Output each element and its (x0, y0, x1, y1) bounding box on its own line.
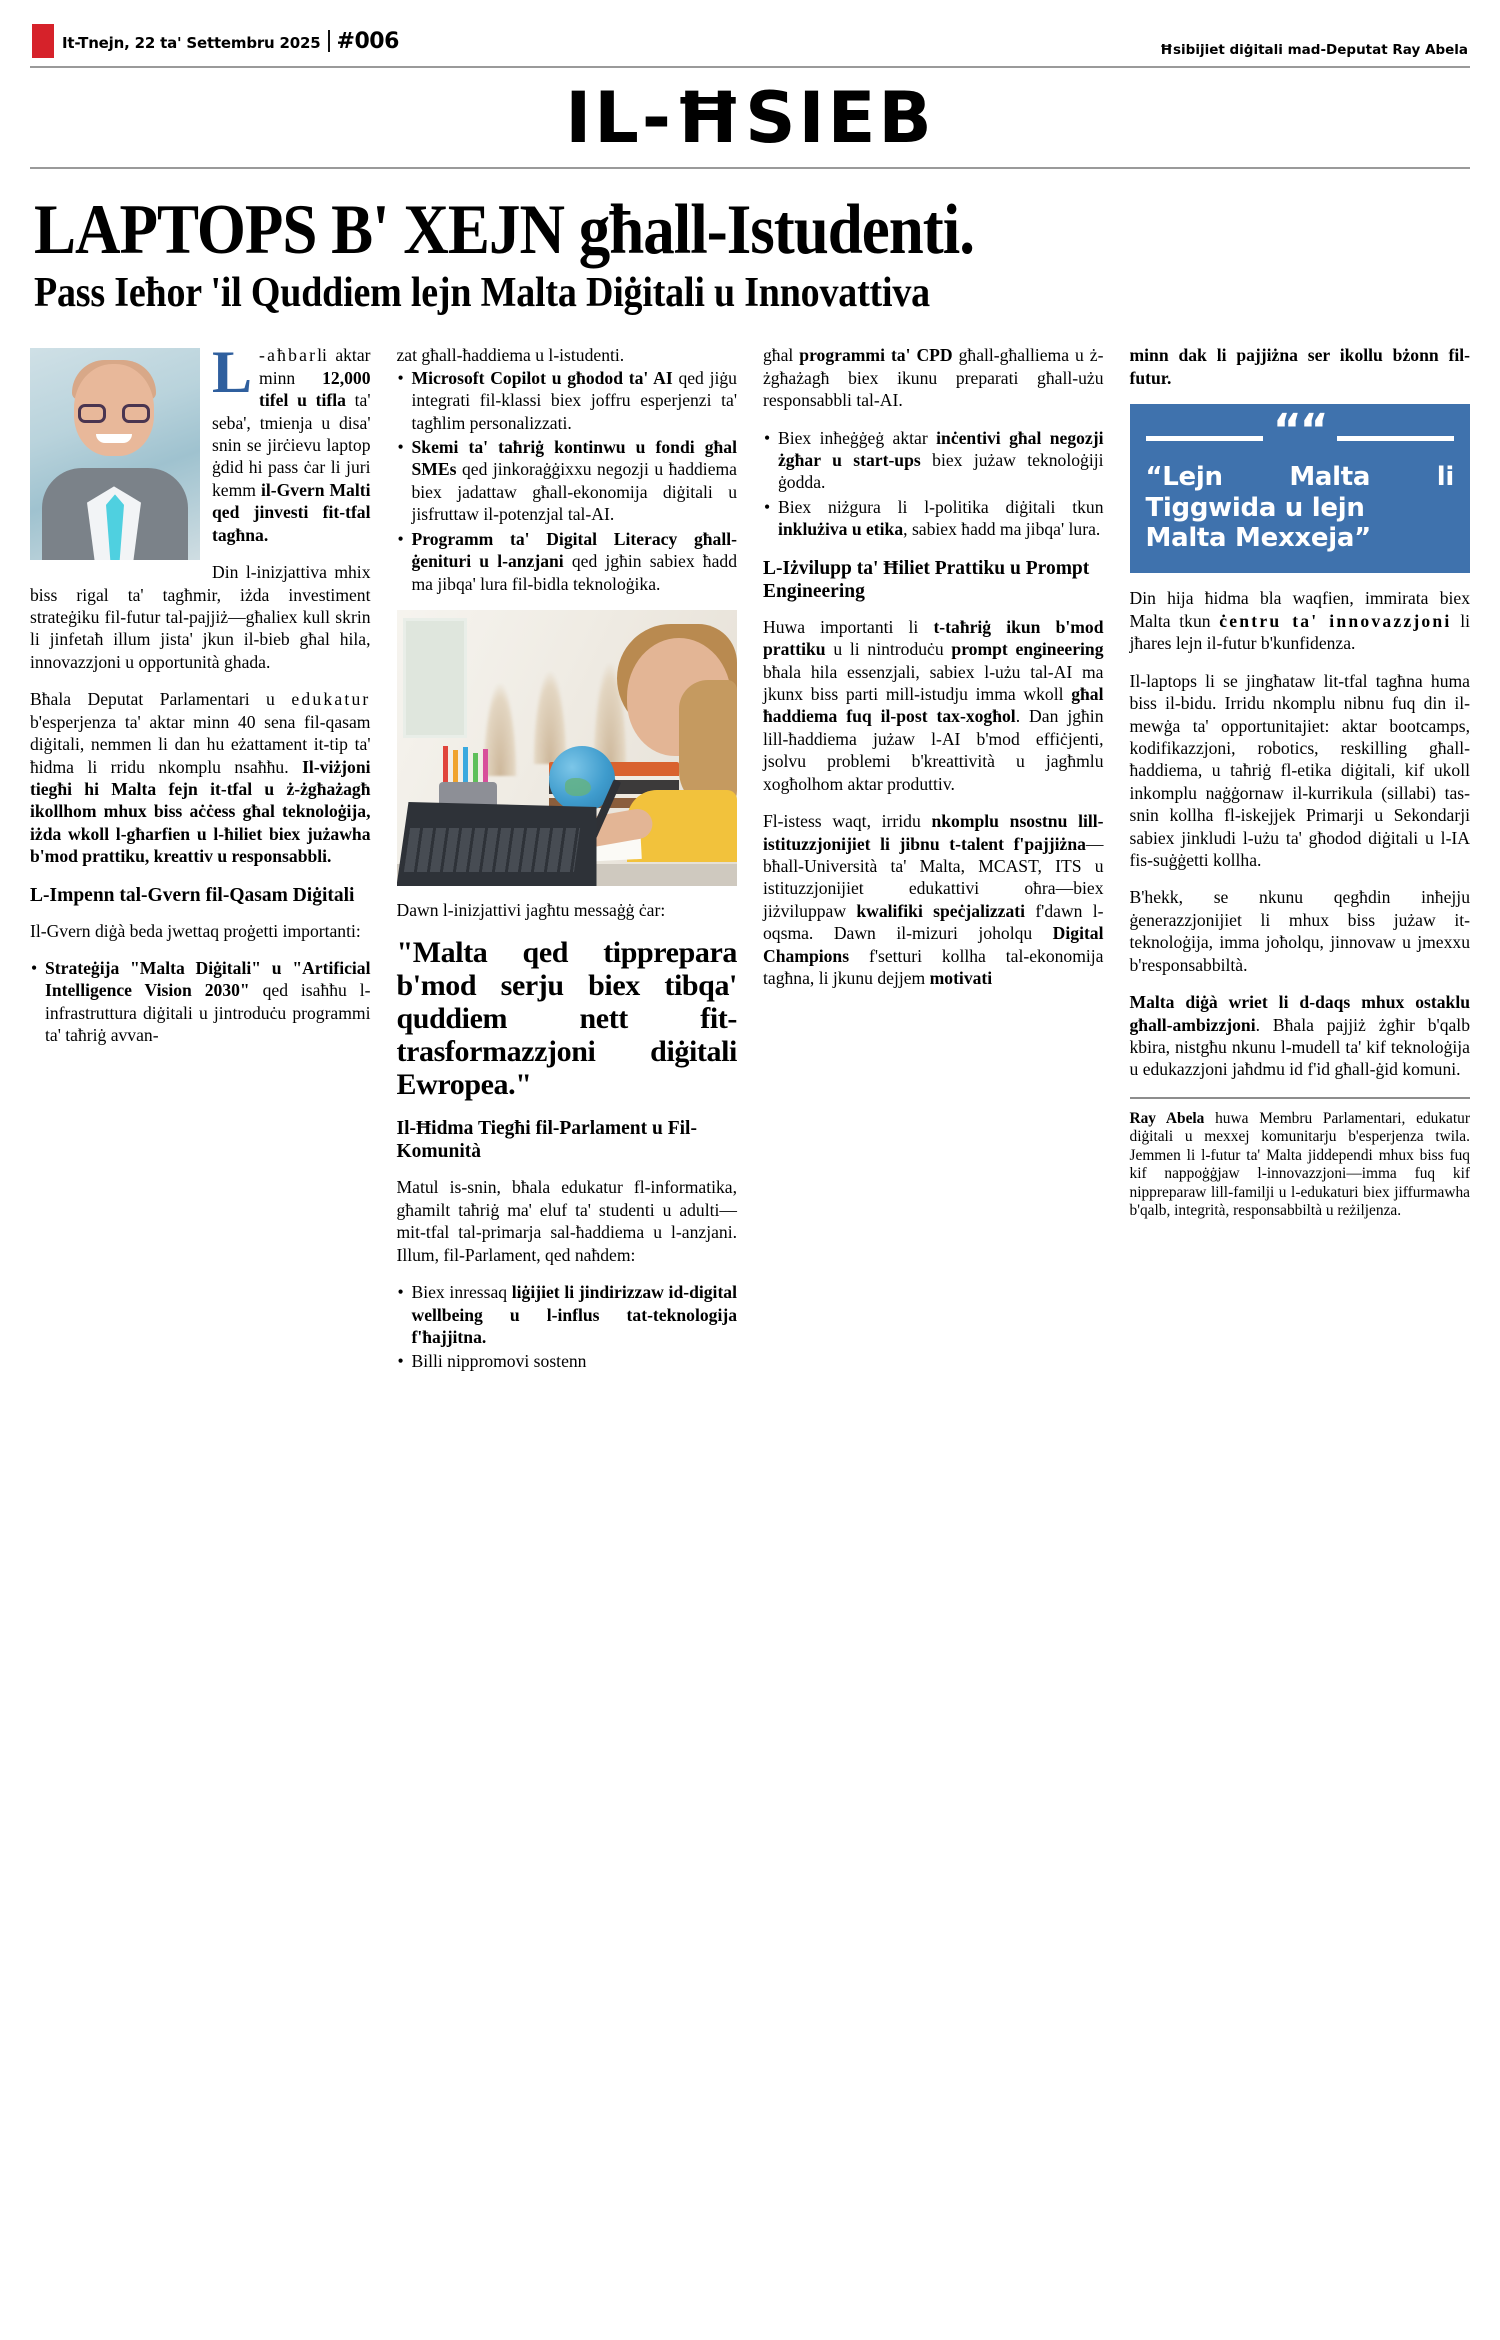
article-column-4 (1130, 344, 1471, 2254)
bullet-bold: inklużiva u etika (778, 519, 904, 540)
photo-laptop-keyboard (403, 828, 579, 872)
list-item (412, 528, 738, 595)
author-bio-text: huwa Membru Parlamentari, edukatur diġitali u mexxej komunitarju b'esperjenza twila. Jemmen li l-futur ta' Malta jiddependi mhux biss fuq kif nappoġġjaw l-innovazzjoni—imma fuq kif nippreparaw lill-familji u l-edukaturi biex jiffurmawha b'qalb, integrità, responsabbiltà u reżiljenza. (1129, 1109, 1470, 1220)
c4-p4-rest: . Bħala pajjiż żgħir b'qalb kbira, nistgħu nkunu l-mudell ta' kif teknoloġija u edukazzjoni jaħdmu id f'id għall-ġid komuni. (1129, 1014, 1470, 1080)
article-subheadline: Pass Ieħor 'il Quddiem lejn Malta Diġitali u Innovattiva (34, 269, 930, 316)
c3-bold: programmi ta' CPD (799, 345, 953, 366)
p-t-a: Huwa importanti li (763, 616, 934, 637)
bullet-bold: Microsoft Copilot u għodod ta' AI (411, 367, 673, 388)
lead-spaced-text: -aħbar (259, 345, 318, 366)
lead-text-1: li aktar minn (259, 345, 371, 388)
header-divider (328, 30, 330, 52)
pull-quote-box (1130, 404, 1471, 573)
author-portrait-photo (30, 348, 200, 560)
paragraph-continuation-col4 (1130, 344, 1471, 389)
paragraph-deputy (30, 688, 371, 867)
p3-spaced: edukatur (291, 689, 371, 710)
author-name: Ray Abela (1129, 1109, 1205, 1127)
p-i-h: motivati (929, 968, 993, 989)
page-title: LAPTOPS B' XEJN għall-Istudenti. (34, 190, 975, 269)
article-headline-block (30, 169, 1470, 316)
bullet-bold: Strateġija "Malta Diġitali" u "Artificial Intelligence Vision 2030" (45, 958, 371, 1001)
p3-text-a: Bħala Deputat Parlamentari u (30, 689, 292, 710)
paragraph-projects-intro: Il-Gvern diġà beda jwettaq proġetti importanti: (30, 920, 361, 941)
p3-bold: Il-viżjoni tiegħi hi Malta fejn it-tfal u ż-żgħażagħ ikollhom mhux biss aċċess għal teknoloġija, iżda wkoll l-għarfien u l-ħiliet biex jużawha b'mod prattiku, kreattiv u responsabbli. (30, 756, 371, 867)
list-item (778, 427, 1104, 494)
bullet-text: qed jgħin sabiex ħadd ma jibqa' lura fil-bidla teknoloġika. (411, 551, 738, 594)
portrait-smile (96, 434, 132, 443)
quote-line-1: “Lejn Malta li (1145, 462, 1454, 493)
list-item (778, 496, 1104, 541)
article-column-3 (763, 344, 1104, 2254)
publication-logo-mark (32, 24, 54, 58)
article-column-2 (397, 344, 738, 2254)
paragraph-ambition (1130, 991, 1471, 1081)
p-i-d: kwalifiki speċjalizzati (856, 900, 1026, 921)
bullet-list-col2 (397, 367, 738, 595)
paragraph-centre-innovation (1130, 587, 1471, 654)
quote-line-2: Tiggwida u lejn (1145, 492, 1365, 523)
lead-text-2: ta' seba', tmienja u disa' snin se jirċievu laptop ġdid hi pass ċar li juri kemm (212, 390, 371, 500)
author-bio (1130, 1097, 1471, 1221)
paragraph-generations: B'hekk, se nkunu qegħdin inħejju ġenerazzjonijiet li mhux biss jużaw it-teknoloġija, imma joħolqu, jinnovaw u jmexxu b'responsabbiltà. (1129, 887, 1470, 975)
paragraph-training (763, 616, 1104, 795)
quote-rule-left (1146, 436, 1263, 441)
p-t-f: għal ħaddiema fuq il-post tax-xogħol (763, 683, 1104, 727)
c4-p1-spaced: ċentru ta' innovazzjoni (1219, 610, 1452, 631)
header-date: It-Tnejn, 22 ta' Settembru 2025 (62, 33, 321, 52)
photo-pampas-grass (533, 672, 567, 764)
quote-rule-right (1337, 436, 1454, 441)
p-i-f: Digital Champions (763, 923, 1104, 966)
p-i-c: —bħall-Università ta' Malta, MCAST, ITS u istituzzjonijiet edukattivi oħra—biex jiżviluppaw (763, 833, 1104, 921)
bullet-list-col3 (763, 427, 1104, 541)
section-heading-skills: L-Iżvilupp ta' Ħiliet Prattiku u Prompt Engineering (763, 557, 1090, 602)
p-i-g: f'setturi kollha tal-ekonomija tagħna, li jkunu dejjem (763, 945, 1104, 989)
paragraph-experience: Matul is-snin, bħala edukatur fl-informatika, għamilt taħriġ ma' eluf ta' studenti u adulti—mit-tfal tal-primarja sal-ħaddiema u l-anzjani. Illum, fil-Parlament, qed naħdem: (396, 1177, 737, 1265)
bullet-text: qed jinkoraġġixxu negozji u ħaddiema biex jadattaw għall-ekonomija diġitali u jisfruttaw il-potenzjal tal-AI. (411, 459, 737, 525)
list-item (412, 1281, 738, 1348)
paragraph-continuation-col2: zat għall-ħaddiema u l-istudenti. (396, 345, 625, 366)
c3-text-a: għal (763, 345, 800, 366)
portrait-glasses (78, 404, 150, 424)
p-i-b: nkomplu nsostnu lill-istituzzjonijiet li jibnu t-talent f'pajjiżna (763, 811, 1104, 854)
quote-mark-icon: ““ (1272, 405, 1327, 457)
p-i-e: f'dawn l-oqsma. Dawn il-mizuri joholqu (763, 900, 1104, 944)
header-dateline (62, 29, 399, 54)
article-body (30, 339, 1470, 2254)
photo-globe-landmass (565, 778, 591, 796)
lead-bold-2: il-Gvern Malti qed jinvesti fit-tfal tagħna. (212, 479, 371, 545)
c3-text-c: għall-għalliema u ż-żgħażagħ biex ikunu preparati għall-użu responsabbli tal-AI. (763, 345, 1104, 411)
photo-window (403, 618, 467, 738)
section-heading-parliament: Il-Ħidma Tiegħi fil-Parlament u Fil-Komunità (396, 1118, 697, 1163)
bullet-text-rest: , sabiex ħadd ma jibqa' lura. (903, 519, 1101, 540)
header-left (32, 24, 399, 58)
list-item (412, 436, 738, 526)
paragraph-laptops-start: Il-laptops li se jingħataw lit-tfal tagħna huma biss il-bidu. Irridu nkomplu nibnu fuq din il-mewġa ta' opportunitajiet: aktar bootcamps, kodifikazzjoni, robotics, reskilling għall-ħaddiema, u taħriġ fl-etika diġitali, kif ukoll inkomplu naġġornaw il-kurrikula (sillabi) tas-snin kollha fl-iskejjek Primarji u Sekondarji sabiex jinkludi l-użu ta' għodod diġitali u l-IA fis-suġġetti kollha. (1129, 670, 1470, 871)
bullet-text: Billi nippromovi sostenn (411, 1351, 587, 1372)
quote-box-text (1146, 462, 1455, 553)
masthead (30, 68, 1470, 167)
p-t-e: bħala hila essenzjali, sabiex l-użu tal-AI ma jkunx biss parti mill-istudju imma wkoll (763, 661, 1104, 704)
header-tagline: Ħsibijiet diġitali mad-Deputat Ray Abela (1159, 42, 1468, 58)
bullet-bold: Skemi ta' taħriġ kontinwu u fondi għal SMEs (411, 437, 737, 480)
drop-cap: L (212, 339, 253, 406)
p-t-g: . Dan jgħin lill-ħaddiema jużaw l-AI b'mod effiċjenti, jsolvu problemi b'kreattività u jagħmlu xogħolhom aktar produttiv. (763, 706, 1104, 794)
pull-quote-serif: "Malta qed tipprepara b'mod serju biex tibqa' quddiem nett fit-trasformazzjoni diġitali Ewropea." (396, 936, 737, 1102)
c4-p4-bold: Malta diġà wriet li d-daqs mhux ostaklu għall-ambizzjoni (1129, 992, 1470, 1035)
paragraph-institutions (763, 810, 1104, 989)
bullet-list-col2-lower (397, 1281, 738, 1373)
p-t-b: t-taħriġ ikun b'mod prattiku (763, 616, 1104, 660)
bullet-bold: inċentivi għal negozji żgħar u start-ups (778, 427, 1104, 471)
bullet-text: Biex inħeġġeġ aktar (778, 427, 937, 448)
section-heading-government: L-Impenn tal-Gvern fil-Qasam Diġitali (30, 884, 355, 906)
header-issue-number: #006 (336, 28, 399, 54)
p-t-c: u li nintroduċu (825, 639, 952, 660)
list-item (45, 957, 371, 1047)
bullet-bold: Programm ta' Digital Literacy għall-ġenituri u l-anzjani (411, 528, 737, 572)
student-laptop-photo (397, 610, 738, 886)
masthead-title: IL-ĦSIEB (565, 77, 935, 159)
bullet-text: qed jiġu integrati fil-klassi biex joffru esperjenzi ta' tagħlim personalizzati. (411, 367, 737, 433)
quote-line-3: Malta Mexxeja” (1145, 523, 1371, 553)
lead-bold-1: 12,000 tifel u tifla (259, 367, 371, 411)
bullet-text-rest: biex jużaw teknoloġiji ġodda. (778, 450, 1104, 493)
quote-box-decoration (1146, 405, 1455, 457)
c4-bold: minn dak li pajjiżna ser ikollu bżonn fil-futur. (1129, 345, 1470, 388)
paragraph-initiative: Din l-inizjattiva mhix biss rigal ta' tagħmir, iżda investiment strateġiku fil-futur tal-pajjiż—għaliex kull skrin li jinfetaħ illum jista' jkun il-bieb għal hila, innovazzjoni u opportunità ghada. (30, 562, 371, 672)
bullet-text: Biex inressaq (411, 1282, 512, 1303)
article-column-1 (30, 339, 371, 2254)
page-header (30, 0, 1470, 62)
list-item (412, 1350, 738, 1372)
paragraph-message: Dawn l-inizjattivi jagħtu messaġġ ċar: (396, 899, 666, 920)
p-t-d: prompt engineering (951, 639, 1104, 660)
c4-p1-a: Din hija ħidma bla waqfien, immirata biex Malta tkun (1129, 588, 1470, 631)
p-i-a: Fl-istess waqt, irridu (763, 811, 932, 832)
list-item (412, 367, 738, 434)
bullet-text: Biex niżgura li l-politika diġitali tkun (778, 496, 1104, 517)
bullet-list-col1 (30, 957, 371, 1047)
paragraph-continuation-col3 (763, 344, 1104, 411)
p3-text-b: b'esperjenza ta' aktar minn 40 sena fil-qasam diġitali, nemmen li dan hu eżattament it-tip ta' ħidma li rridu nkomplu nsaħħu. (30, 711, 371, 777)
c4-p1-b: li jħares lejn il-futur b'kunfidenza. (1129, 610, 1470, 654)
bullet-text: qed isaħħu l-infrastruttura diġitali u jintroduċu programmi ta' taħriġ avvan- (45, 980, 371, 1046)
bullet-bold: liġijiet li jindirizzaw id-digital wellbeing u l-influs tat-teknologija f'ħajjitna. (411, 1282, 737, 1347)
